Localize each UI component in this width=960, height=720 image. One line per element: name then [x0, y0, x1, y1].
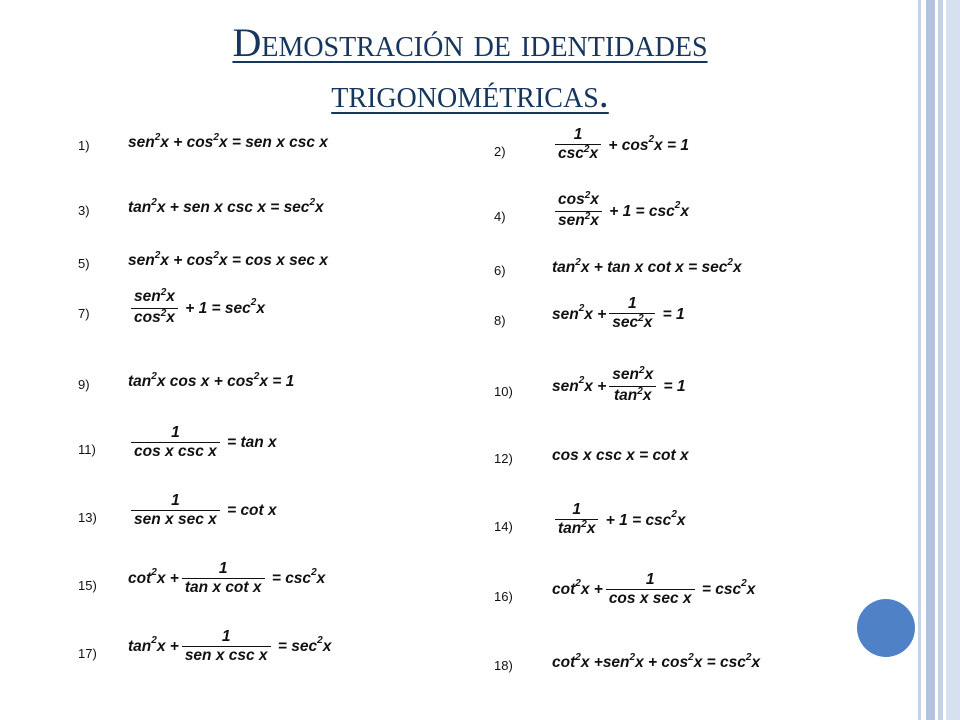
problem-number: 8)	[494, 313, 506, 328]
problem-number: 16)	[494, 589, 513, 604]
identity-3: tan $^2$ x + sen x csc x = sec $^2$ x	[128, 196, 324, 216]
problem-number: 3)	[78, 203, 90, 218]
identity-1: sen $^2$ x + cos $^2$ x = sen x csc x	[128, 131, 328, 151]
identity-10: sen $^2$ x + $\frac{sen^2x}{\tan^2x}$ = 1	[552, 365, 686, 404]
problem-number: 2)	[494, 144, 506, 159]
problem-number: 6)	[494, 263, 506, 278]
identity-8: sen $^2$ x + $\frac{1}{\sec^2x}$ = 1	[552, 295, 685, 331]
identity-9: tan $^2$ x cos x + cos $^2$ x = 1	[128, 370, 295, 390]
problem-number: 15)	[78, 578, 97, 593]
problem-number: 11)	[78, 442, 96, 457]
problem-number: 12)	[494, 451, 513, 466]
problem-number: 14)	[494, 519, 513, 534]
problem-number: 1)	[78, 138, 90, 153]
problem-number: 17)	[78, 646, 97, 661]
identity-11: $\frac{1}{\text{cos x csc x}}$ = tan x	[128, 424, 277, 461]
title-line-1: Demostración de identidades	[232, 20, 708, 65]
problem-number: 4)	[494, 209, 506, 224]
side-bar-3	[938, 0, 943, 720]
identity-15: cot $^2$ x + $\frac{1}{\text{tan x cot x}}$ = csc $^2$ x	[128, 560, 326, 596]
identity-5: sen $^2$ x + cos $^2$ x = cos x sec x	[128, 249, 328, 269]
problem-number: 9)	[78, 377, 90, 392]
title-line-2: trigonométricas.	[331, 71, 609, 116]
identity-12: cos x csc x = cot x	[552, 447, 689, 464]
identity-2: $\frac{1}{\csc^2x}$ + cos $^2$ x = 1	[552, 126, 689, 165]
side-bar-4	[946, 0, 960, 720]
page-title	[30, 18, 910, 119]
identity-17: tan $^2$ x + $\frac{1}{\text{sen x csc x}}$ = sec $^2$ x	[128, 628, 332, 664]
problem-number: 5)	[78, 256, 90, 271]
side-bar-2	[926, 0, 935, 720]
problem-number: 18)	[494, 658, 513, 673]
problem-number: 7)	[78, 306, 90, 321]
identity-13: $\frac{1}{\text{sen x sec x}}$ = cot x	[128, 492, 277, 529]
identity-18: cot $^2$ x + sen $^2$ x + cos $^2$ x = csc $^2$ x	[552, 651, 761, 671]
identity-7: $\frac{sen^2x}{\cos^2x}$ + 1 = sec $^2$ x	[128, 288, 265, 329]
identity-6: tan $^2$ x + tan x cot x = sec $^2$ x	[552, 256, 742, 276]
problem-number: 10)	[494, 384, 513, 399]
identity-4: $\frac{\cos^2x}{sen^2x}$ + 1 = csc $^2$ x	[552, 191, 689, 232]
problem-number: 13)	[78, 510, 97, 525]
side-bar-1	[918, 0, 921, 720]
accent-circle	[857, 599, 915, 657]
identity-14: $\frac{1}{\tan^2x}$ + 1 = csc $^2$ x	[552, 501, 686, 540]
identity-16: cot $^2$ x + $\frac{1}{\text{cos x sec x}}$ = csc $^2$ x	[552, 571, 756, 607]
